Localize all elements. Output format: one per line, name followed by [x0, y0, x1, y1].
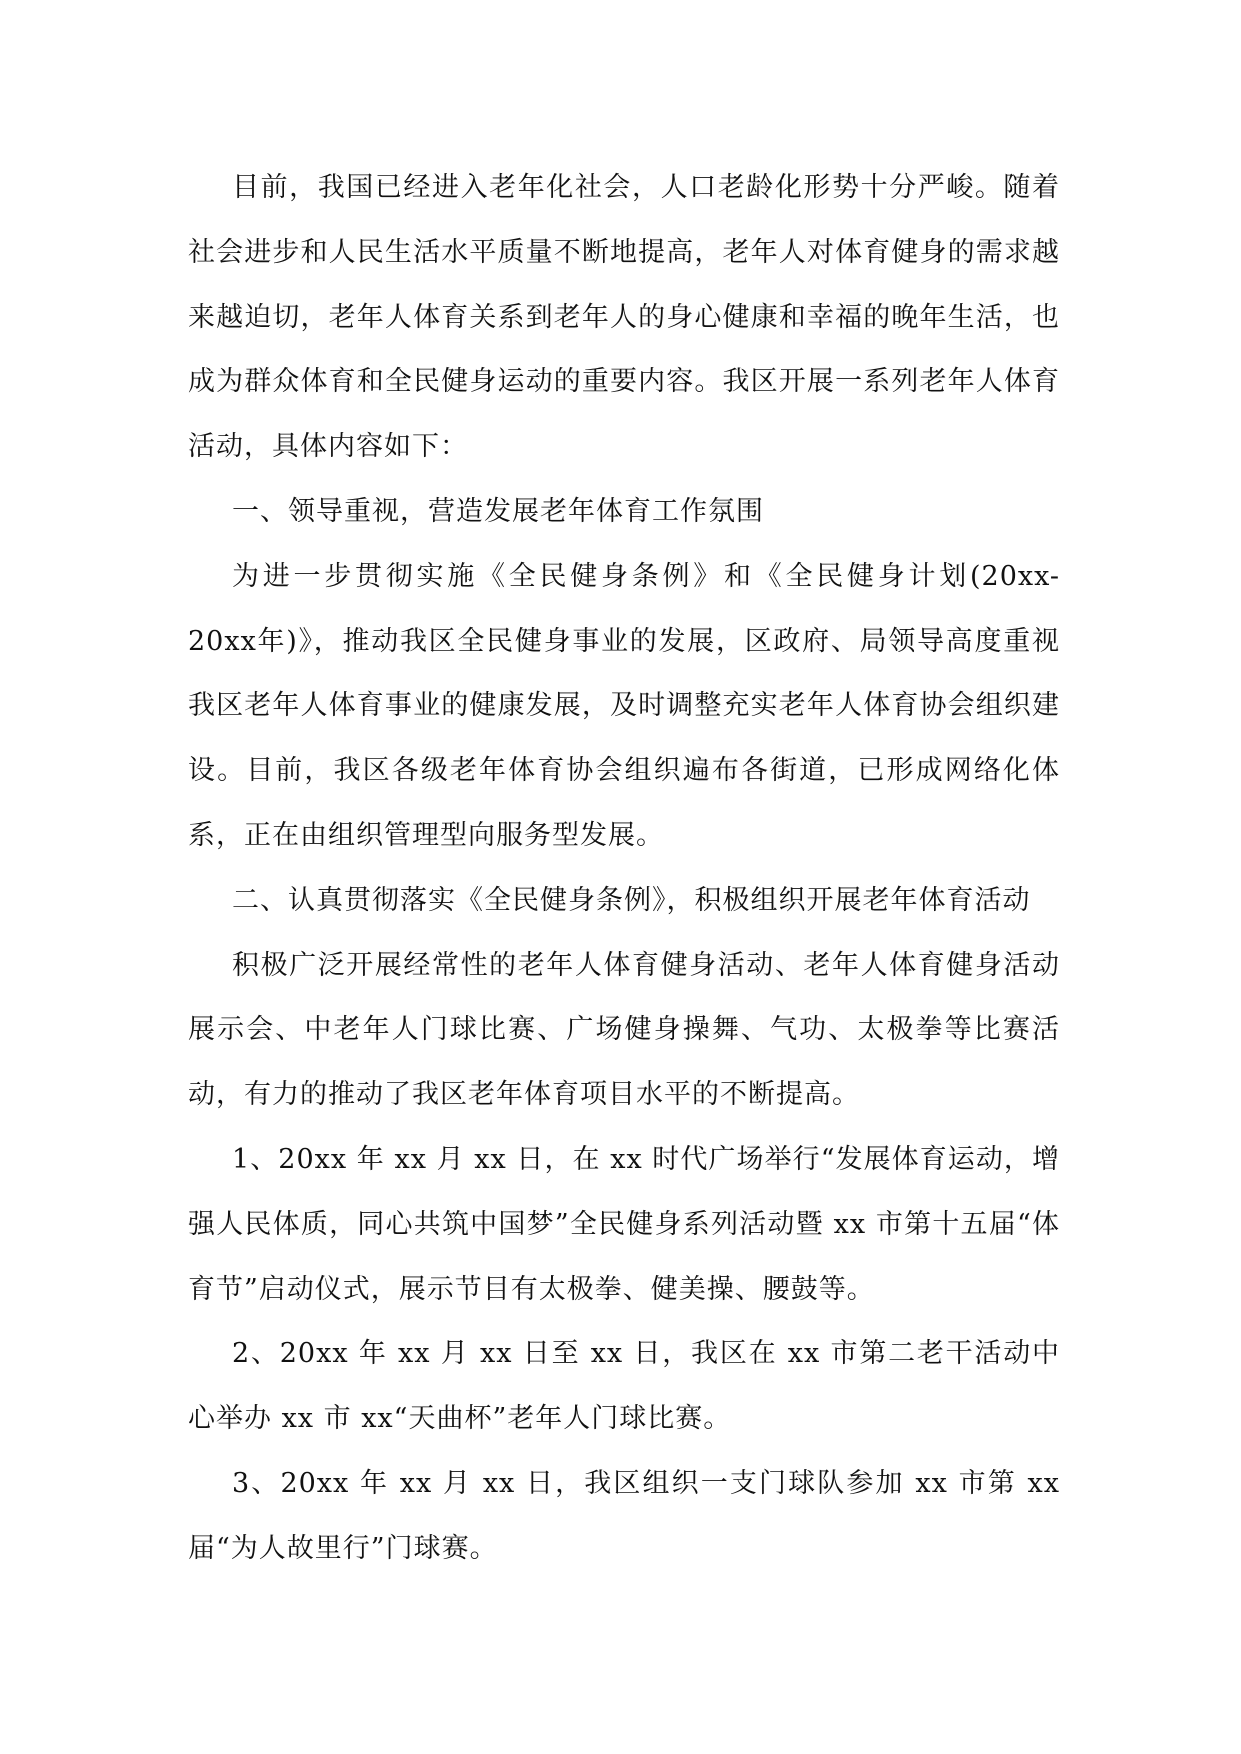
section-heading-1: 一、领导重视，营造发展老年体育工作氛围 [232, 495, 764, 527]
section-heading-2: 二、认真贯彻落实《全民健身条例》，积极组织开展老年体育活动 [232, 884, 1031, 916]
list-item-1: 1、20xx 年 xx 月 xx 日，在 xx 时代广场举行“发展体育运动，增强人民体质，同心共筑中国梦”全民健身系列活动暨 xx 市第十五届“体育节”启动仪式，展示节目有太极拳、健美操、腰鼓等。 [188, 1143, 1060, 1305]
list-item-2: 2、20xx 年 xx 月 xx 日至 xx 日，我区在 xx 市第二老干活动中心举办 xx 市 xx“天曲杯”老年人门球比赛。 [188, 1338, 1060, 1435]
list-item-3: 3、20xx 年 xx 月 xx 日，我区组织一支门球队参加 xx 市第 xx 届“为人故里行”门球赛。 [188, 1467, 1060, 1564]
section-1-paragraph: 为进一步贯彻实施《全民健身条例》和《全民健身计划(20xx-20xx年)》，推动我区全民健身事业的发展，区政府、局领导高度重视我区老年人体育事业的健康发展，及时调整充实老年人体育协会组织建设。目前，我区各级老年体育协会组织遍布各街道，已形成网络化体系，正在由组织管理型向服务型发展。 [188, 560, 1060, 851]
section-2-paragraph: 积极广泛开展经常性的老年人体育健身活动、老年人体育健身活动展示会、中老年人门球比赛、广场健身操舞、气功、太极拳等比赛活动，有力的推动了我区老年体育项目水平的不断提高。 [188, 949, 1060, 1111]
intro-paragraph: 目前，我国已经进入老年化社会，人口老龄化形势十分严峻。随着社会进步和人民生活水平质量不断地提高，老年人对体育健身的需求越来越迫切，老年人体育关系到老年人的身心健康和幸福的晚年生活，也成为群众体育和全民健身运动的重要内容。我区开展一系列老年人体育活动，具体内容如下： [188, 172, 1060, 463]
document-page [188, 156, 1060, 1582]
